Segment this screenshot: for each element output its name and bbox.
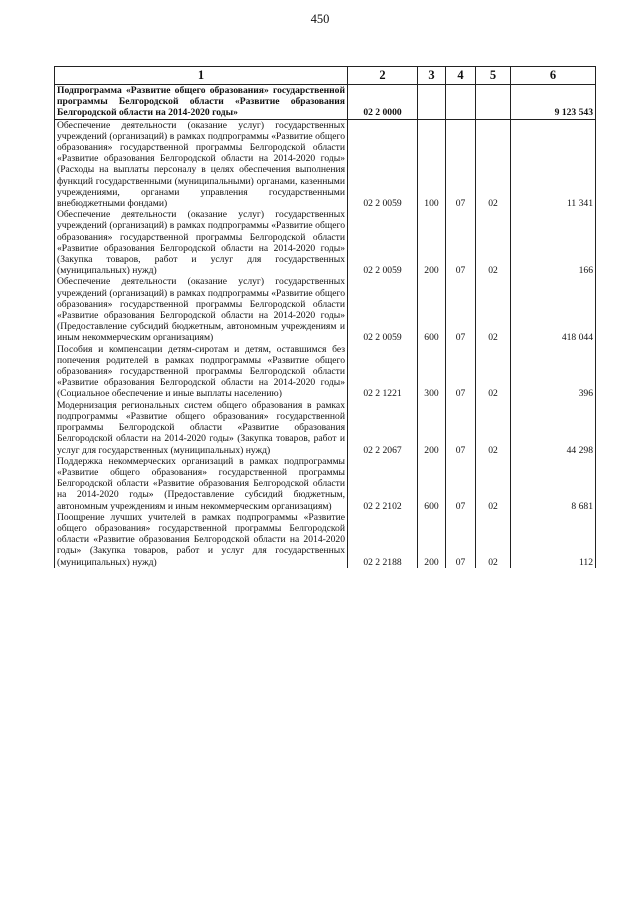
header-col-5: 5 <box>476 67 511 85</box>
row-subsection: 02 <box>476 119 511 209</box>
row-target-code: 02 2 2188 <box>348 512 418 568</box>
row-expense-type: 600 <box>418 456 446 512</box>
row-amount: 11 341 <box>511 119 596 209</box>
row-amount: 9 123 543 <box>511 85 596 120</box>
row-amount: 44 298 <box>511 400 596 456</box>
row-expense-type <box>418 85 446 120</box>
row-subsection: 02 <box>476 209 511 276</box>
row-description: Обеспечение деятельности (оказание услуг) государственных учреждений (организаций) в рамках подпрограммы «Развитие общего образования» государственной программы Белгородской области «Развитие образования Белгородской области на 2014-2020 годы» (Расходы на выплаты персоналу в целях обеспечения выполнения функций государственными (муниципальными) органами, казенными учреждениями, органами управления государственными внебюджетными фондами) <box>55 119 348 209</box>
row-expense-type: 100 <box>418 119 446 209</box>
row-description: Поощрение лучших учителей в рамках подпрограммы «Развитие общего образования» государственной программы Белгородской области «Развитие образования Белгородской области на 2014-2020 годы» (Закупка товаров, работ и услуг для государственных (муниципальных) нужд) <box>55 512 348 568</box>
row-subsection: 02 <box>476 276 511 343</box>
row-section: 07 <box>446 344 476 400</box>
row-description: Модернизация региональных систем общего образования в рамках подпрограммы «Развитие общего образования» государственной программы Белгородской области «Развитие образования Белгородской области на 2014-2020 годы» (Закупка товаров, работ и услуг для государственных (муниципальных) нужд) <box>55 400 348 456</box>
row-target-code: 02 2 0059 <box>348 209 418 276</box>
header-col-1: 1 <box>55 67 348 85</box>
table-row <box>55 456 596 512</box>
header-col-6: 6 <box>511 67 596 85</box>
row-expense-type: 200 <box>418 400 446 456</box>
row-description: Обеспечение деятельности (оказание услуг) государственных учреждений (организаций) в рамках подпрограммы «Развитие общего образования» государственной программы Белгородской области «Развитие образования Белгородской области на 2014-2020 годы» (Закупка товаров, работ и услуг для государственных (муниципальных) нужд) <box>55 209 348 276</box>
row-section: 07 <box>446 119 476 209</box>
row-expense-type: 200 <box>418 512 446 568</box>
table-row <box>55 400 596 456</box>
row-expense-type: 300 <box>418 344 446 400</box>
row-subsection: 02 <box>476 400 511 456</box>
row-section: 07 <box>446 209 476 276</box>
row-subsection: 02 <box>476 344 511 400</box>
row-amount: 418 044 <box>511 276 596 343</box>
row-target-code: 02 2 2102 <box>348 456 418 512</box>
header-col-3: 3 <box>418 67 446 85</box>
row-subsection: 02 <box>476 512 511 568</box>
row-section: 07 <box>446 276 476 343</box>
row-amount: 8 681 <box>511 456 596 512</box>
row-amount: 112 <box>511 512 596 568</box>
row-section: 07 <box>446 456 476 512</box>
table-row <box>55 119 596 209</box>
row-description: Обеспечение деятельности (оказание услуг) государственных учреждений (организаций) в рамках подпрограммы «Развитие общего образования» государственной программы Белгородской области «Развитие образования Белгородской области на 2014-2020 годы» (Предоставление субсидий бюджетным, автономным учреждениям и иным некоммерческим организациям) <box>55 276 348 343</box>
row-amount: 396 <box>511 344 596 400</box>
row-subsection <box>476 85 511 120</box>
row-target-code: 02 2 0000 <box>348 85 418 120</box>
row-section: 07 <box>446 512 476 568</box>
header-col-2: 2 <box>348 67 418 85</box>
row-description: Пособия и компенсации детям-сиротам и детям, оставшимся без попечения родителей в рамках подпрограммы «Развитие общего образования» государственной программы Белгородской области «Развитие образования Белгородской области на 2014-2020 годы» (Социальное обеспечение и иные выплаты населению) <box>55 344 348 400</box>
row-target-code: 02 2 1221 <box>348 344 418 400</box>
row-amount: 166 <box>511 209 596 276</box>
table-row <box>55 512 596 568</box>
table-row <box>55 85 596 120</box>
row-target-code: 02 2 0059 <box>348 276 418 343</box>
row-expense-type: 600 <box>418 276 446 343</box>
table-row <box>55 209 596 276</box>
row-section: 07 <box>446 400 476 456</box>
row-target-code: 02 2 0059 <box>348 119 418 209</box>
page-number: 450 <box>310 12 330 26</box>
row-description: Поддержка некоммерческих организаций в рамках подпрограммы «Развитие общего образования» государственной программы Белгородской области «Развитие образования Белгородской области на 2014-2020 годы» (Предоставление субсидий бюджетным, автономным учреждениям и иным некоммерческим организациям) <box>55 456 348 512</box>
row-description: Подпрограмма «Развитие общего образования» государственной программы Белгородской области «Развитие образования Белгородской области на 2014-2020 годы» <box>55 85 348 120</box>
table-row <box>55 276 596 343</box>
budget-table <box>54 66 596 568</box>
header-col-4: 4 <box>446 67 476 85</box>
table-row <box>55 344 596 400</box>
row-subsection: 02 <box>476 456 511 512</box>
row-expense-type: 200 <box>418 209 446 276</box>
row-section <box>446 85 476 120</box>
row-target-code: 02 2 2067 <box>348 400 418 456</box>
header-row <box>55 67 596 85</box>
